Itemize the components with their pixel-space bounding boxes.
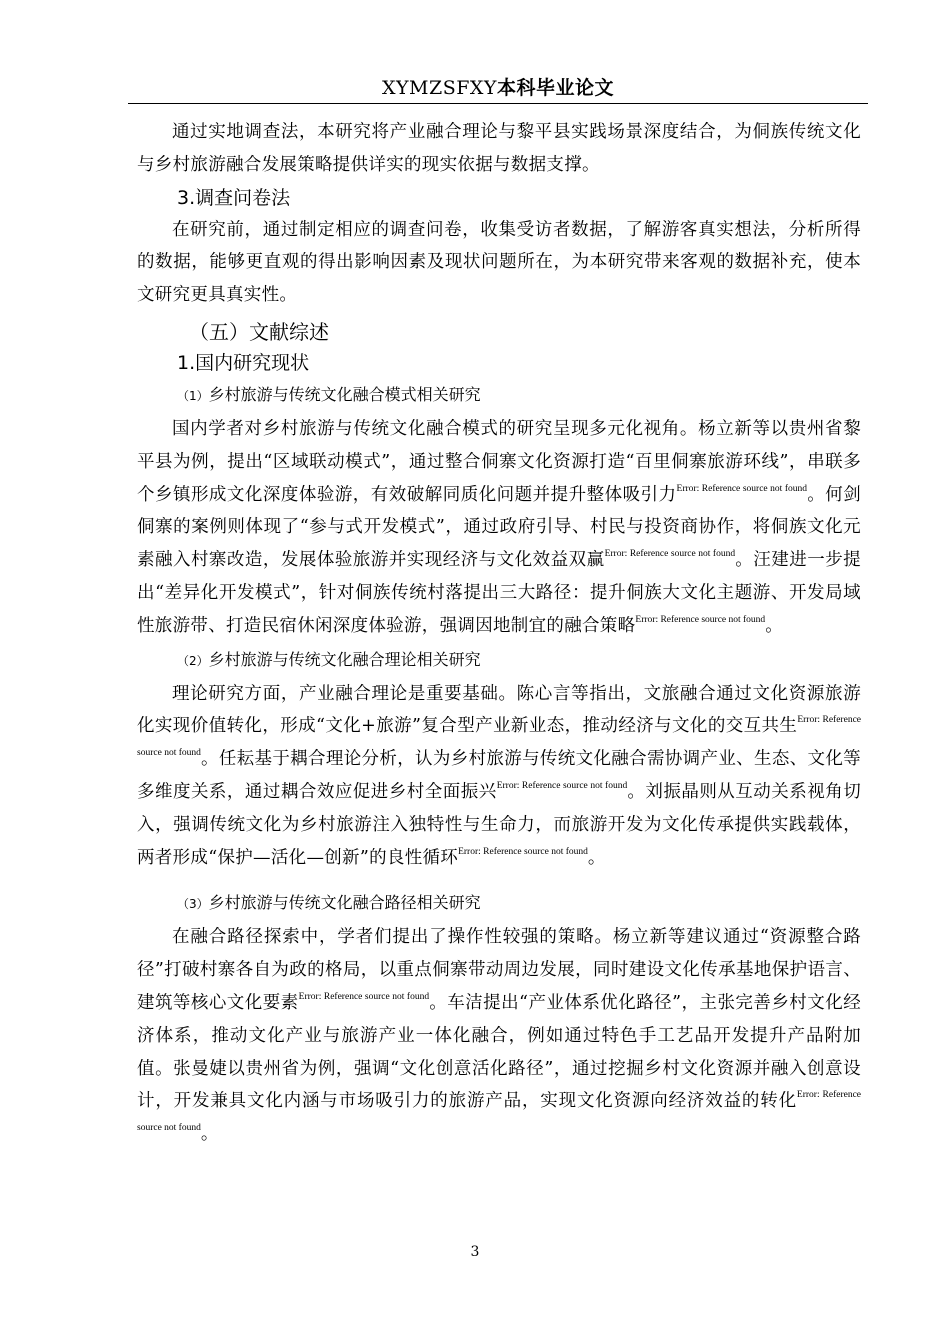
item2-end: 。 — [587, 847, 606, 868]
item1-text-1: 国内学者对乡村旅游与传统文化融合模式的研究呈现多元化视角。杨立新等以贵州省黎平县为例，提出“区域联动模式”，通过整合侗寨文化资源打造“百里侗寨旅游环线”，串联多个乡镇形成文化深度体验游，有效破解同质化问题并提升整体吸引力 — [137, 418, 861, 505]
item2-text-3: 。刘振晶则从互动关系视角切入，强调传统文化为乡村旅游注入独特性与生命力，而旅游开发为文化传承提供实践载体，两者形成“保护—活化—创新”的良性循环 — [137, 781, 861, 868]
item3-heading — [177, 886, 861, 921]
page-header — [128, 74, 868, 102]
header-title: 本科毕业论文 — [496, 77, 614, 99]
reference-error-marker: Error: Reference source not found — [676, 483, 808, 494]
item3-title: 乡村旅游与传统文化融合路径相关研究 — [208, 893, 481, 913]
reference-error-marker: Error: Reference source not found — [298, 991, 430, 1002]
item2-title: 乡村旅游与传统文化融合理论相关研究 — [208, 649, 481, 669]
item3-paragraph — [137, 921, 861, 1151]
reference-error-marker: Error: Reference source not found — [496, 780, 628, 791]
item1-end: 。 — [765, 615, 783, 636]
item2-text-2: 。任耘基于耦合理论分析，认为乡村旅游与传统文化融合需协调产业、生态、文化等多维度关系，通过耦合效应促进乡村全面振兴 — [137, 749, 861, 802]
subsection-heading-domestic-research: 1.国内研究现状 — [177, 351, 310, 374]
reference-error-marker: Error: Reference source not found — [137, 715, 862, 759]
item2-number: （2） — [177, 653, 209, 668]
page-number: 3 — [470, 1244, 480, 1260]
item1-title: 乡村旅游与传统文化融合模式相关研究 — [208, 384, 481, 404]
item3-end: 。 — [200, 1124, 219, 1145]
item2-text-1: 理论研究方面，产业融合理论是重要基础。陈心言等指出，文旅融合通过文化资源旅游化实现价值转化，形成“文化+旅游”复合型产业新业态，推动经济与文化的交互共生 — [137, 683, 861, 737]
reference-error-marker: Error: Reference source not found — [604, 549, 736, 560]
item1-text-3: 。汪建进一步提出“差异化开发模式”，针对侗族传统村落提出三大路径：提升侗族大文化主题游、开发局域性旅游带、打造民宿休闲深度体验游，强调因地制宜的融合策略 — [137, 550, 861, 636]
header-code: XYMZSFXY — [381, 77, 497, 99]
item3-text-2: 。车洁提出“产业体系优化路径”，主张完善乡村文化经济体系，推动文化产业与旅游产业一体化融合，例如通过特色手工艺品开发提升产品附加值。张曼婕以贵州省为例，强调“文化创意活化路径”，通过挖掘乡村文化资源并融入创意设计，开发兼具文化内涵与市场吸引力的旅游产品，实现文化资源向经济效益的转化 — [137, 992, 861, 1112]
method-intro-paragraph: 通过实地调查法，本研究将产业融合理论与黎平县实践场景深度结合，为侗族传统文化与乡村旅游融合发展策略提供详实的现实依据与数据支撑。 — [137, 122, 861, 175]
item1-heading — [177, 378, 861, 413]
header-rule — [128, 103, 868, 104]
item3-text-1: 在融合路径探索中，学者们提出了操作性较强的策略。杨立新等建议通过“资源整合路径”打破村寨各自为政的格局，以重点侗寨带动周边发展，同时建设文化传承基地保护语言、建筑等核心文化要素 — [137, 927, 861, 1013]
item2-paragraph — [137, 678, 861, 875]
reference-error-marker: Error: Reference source not found — [635, 614, 766, 625]
item3-number: （3） — [177, 897, 209, 912]
method3-paragraph: 在研究前，通过制定相应的调查问卷，收集受访者数据，了解游客真实想法，分析所得的数据，能够更直观的得出影响因素及现状问题所在，为本研究带来客观的数据补充，使本文研究更具真实性。 — [137, 219, 861, 306]
reference-error-marker: Error: Reference source not found — [458, 846, 588, 857]
item1-paragraph — [137, 413, 861, 643]
spacer — [137, 874, 861, 886]
item1-text-2: 。何剑侗寨的案例则体现了“参与式开发模式”，通过政府引导、村民与投资商协作，将侗族文化元素融入村寨改造，发展体验旅游并实现经济与文化效益双赢 — [137, 484, 861, 571]
item2-heading — [177, 643, 861, 678]
page-body — [137, 116, 861, 1151]
item1-number: （1） — [177, 388, 209, 403]
reference-error-marker: Error: Reference source not found — [137, 1090, 862, 1134]
method3-heading: 3.调查问卷法 — [177, 186, 291, 209]
section-heading-literature-review: （五）文献综述 — [189, 319, 329, 344]
